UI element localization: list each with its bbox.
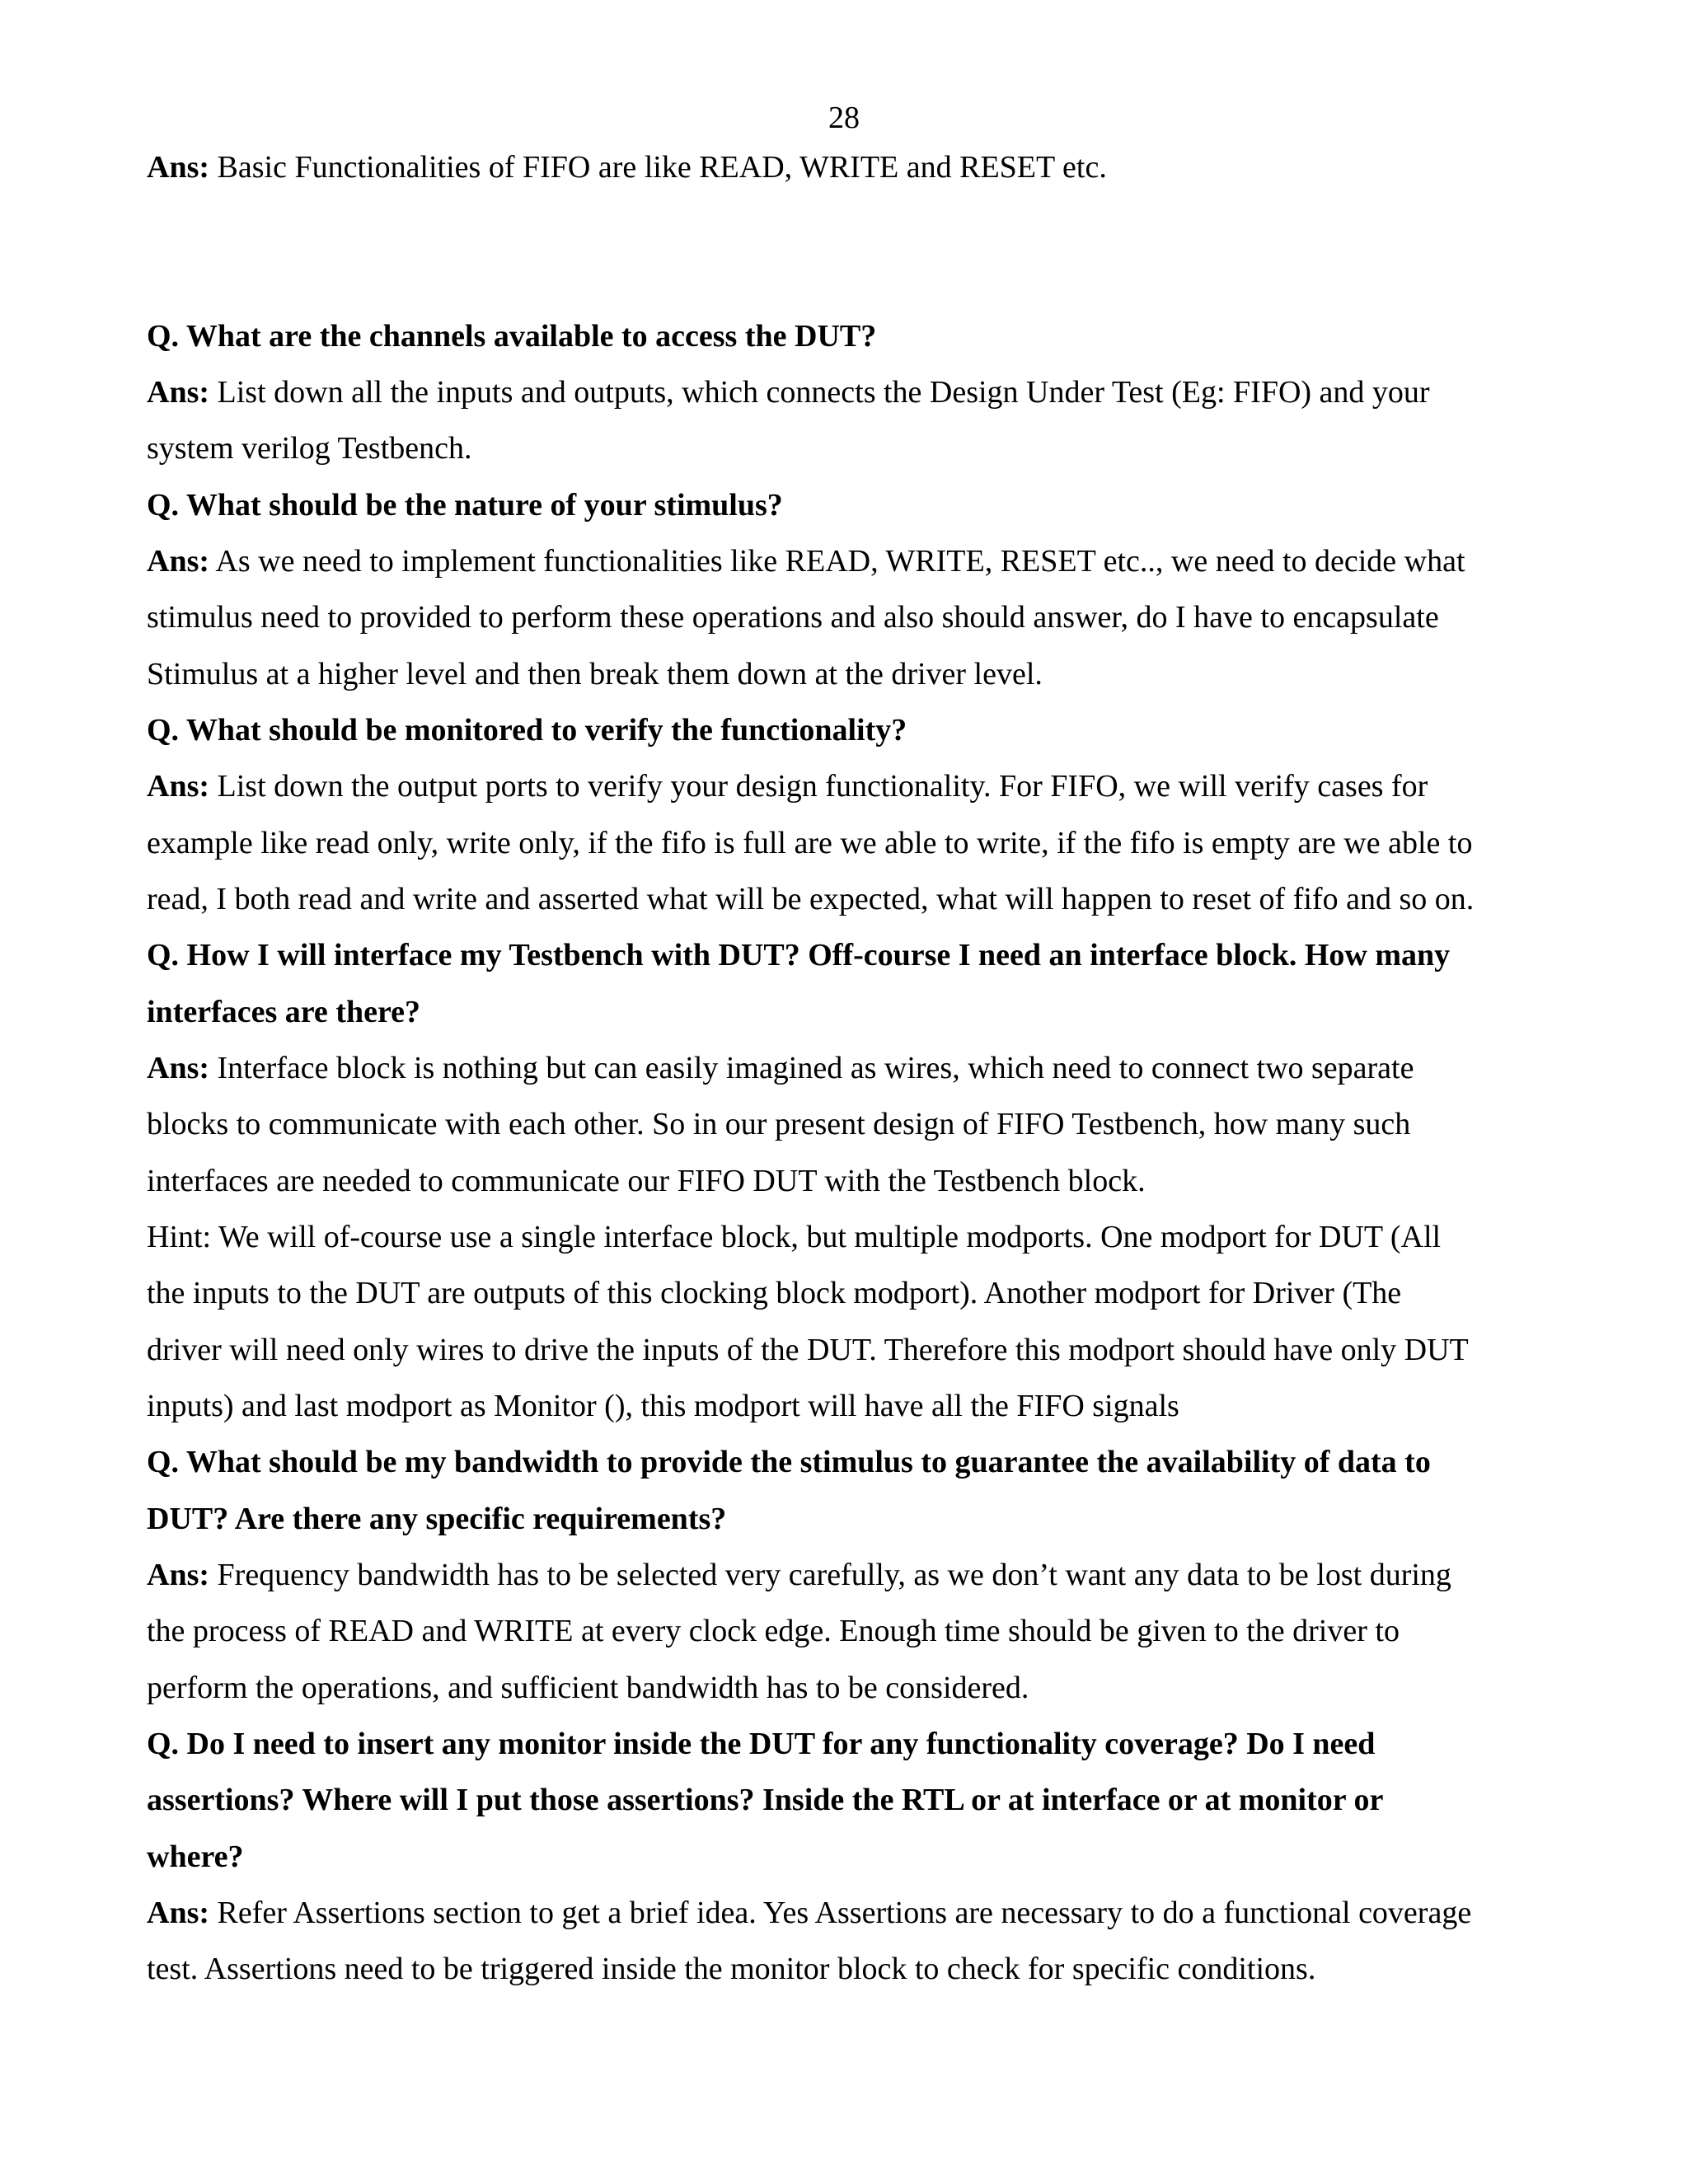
answer-text: As we need to implement functionalities like READ, WRITE, RESET etc.., we need to decide what bbox=[209, 544, 1465, 579]
question-line: assertions? Where will I put those assertions? Inside the RTL or at interface or at monitor or bbox=[147, 1783, 1384, 1817]
page-number: 28 bbox=[828, 101, 860, 135]
answer-text: Interface block is nothing but can easily imagined as wires, which need to connect two separate bbox=[209, 1051, 1414, 1085]
answer-line bbox=[147, 766, 1428, 807]
text-line: read, I both read and write and asserted what will be expected, what will happen to reset of fifo and so on. bbox=[147, 882, 1475, 916]
text-line: system verilog Testbench. bbox=[147, 431, 472, 466]
question-line: interfaces are there? bbox=[147, 995, 420, 1029]
answer-text: Refer Assertions section to get a brief idea. Yes Assertions are necessary to do a functional coverage bbox=[209, 1896, 1472, 1930]
question-line: Q. What should be my bandwidth to provide the stimulus to guarantee the availability of data to bbox=[147, 1445, 1431, 1479]
text-line: the process of READ and WRITE at every clock edge. Enough time should be given to the driver to bbox=[147, 1614, 1400, 1648]
question-line: Q. How I will interface my Testbench with DUT? Off-course I need an interface block. How many bbox=[147, 938, 1451, 972]
answer-label: Ans: bbox=[147, 1558, 210, 1592]
question-line: Q. What should be the nature of your stimulus? bbox=[147, 488, 783, 523]
answer-text: Frequency bandwidth has to be selected very carefully, as we don’t want any data to be lost during bbox=[209, 1558, 1451, 1592]
answer-line bbox=[147, 372, 1430, 413]
question-line: DUT? Are there any specific requirements? bbox=[147, 1502, 727, 1536]
text-line: perform the operations, and sufficient bandwidth has to be considered. bbox=[147, 1671, 1029, 1705]
answer-line bbox=[147, 147, 1107, 188]
text-line: the inputs to the DUT are outputs of this clocking block modport). Another modport for Driver (The bbox=[147, 1276, 1402, 1310]
answer-label: Ans: bbox=[147, 150, 210, 185]
text-line: driver will need only wires to drive the inputs of the DUT. Therefore this modport should have only DUT bbox=[147, 1333, 1469, 1367]
question-line: Q. What should be monitored to verify the functionality? bbox=[147, 713, 907, 748]
answer-label: Ans: bbox=[147, 544, 210, 579]
hint-line: Hint: We will of-course use a single interface block, but multiple modports. One modport for DUT (All bbox=[147, 1220, 1442, 1254]
question-line: Q. What are the channels available to access the DUT? bbox=[147, 319, 877, 354]
text-line: interfaces are needed to communicate our FIFO DUT with the Testbench block. bbox=[147, 1164, 1146, 1198]
answer-label: Ans: bbox=[147, 375, 210, 410]
answer-line bbox=[147, 1047, 1414, 1089]
answer-label: Ans: bbox=[147, 1051, 210, 1085]
answer-line bbox=[147, 1892, 1471, 1933]
question-line: Q. Do I need to insert any monitor inside the DUT for any functionality coverage? Do I need bbox=[147, 1727, 1376, 1761]
text-line: example like read only, write only, if the fifo is full are we able to write, if the fifo is empty are we able to bbox=[147, 826, 1473, 860]
text-line: Stimulus at a higher level and then break them down at the driver level. bbox=[147, 657, 1043, 691]
answer-text: List down all the inputs and outputs, which connects the Design Under Test (Eg: FIFO) and your bbox=[209, 375, 1430, 410]
question-line: where? bbox=[147, 1840, 244, 1874]
answer-label: Ans: bbox=[147, 769, 210, 804]
answer-text: Basic Functionalities of FIFO are like READ, WRITE and RESET etc. bbox=[209, 150, 1107, 185]
answer-text: List down the output ports to verify your design functionality. For FIFO, we will verify cases for bbox=[209, 769, 1428, 804]
text-line: inputs) and last modport as Monitor (), this modport will have all the FIFO signals bbox=[147, 1389, 1179, 1423]
answer-line bbox=[147, 541, 1465, 582]
answer-label: Ans: bbox=[147, 1896, 210, 1930]
text-line: stimulus need to provided to perform these operations and also should answer, do I have to encapsulate bbox=[147, 600, 1439, 635]
text-line: test. Assertions need to be triggered inside the monitor block to check for specific conditions. bbox=[147, 1952, 1316, 1986]
answer-line bbox=[147, 1554, 1451, 1596]
text-line: blocks to communicate with each other. So in our present design of FIFO Testbench, how many such bbox=[147, 1107, 1411, 1141]
